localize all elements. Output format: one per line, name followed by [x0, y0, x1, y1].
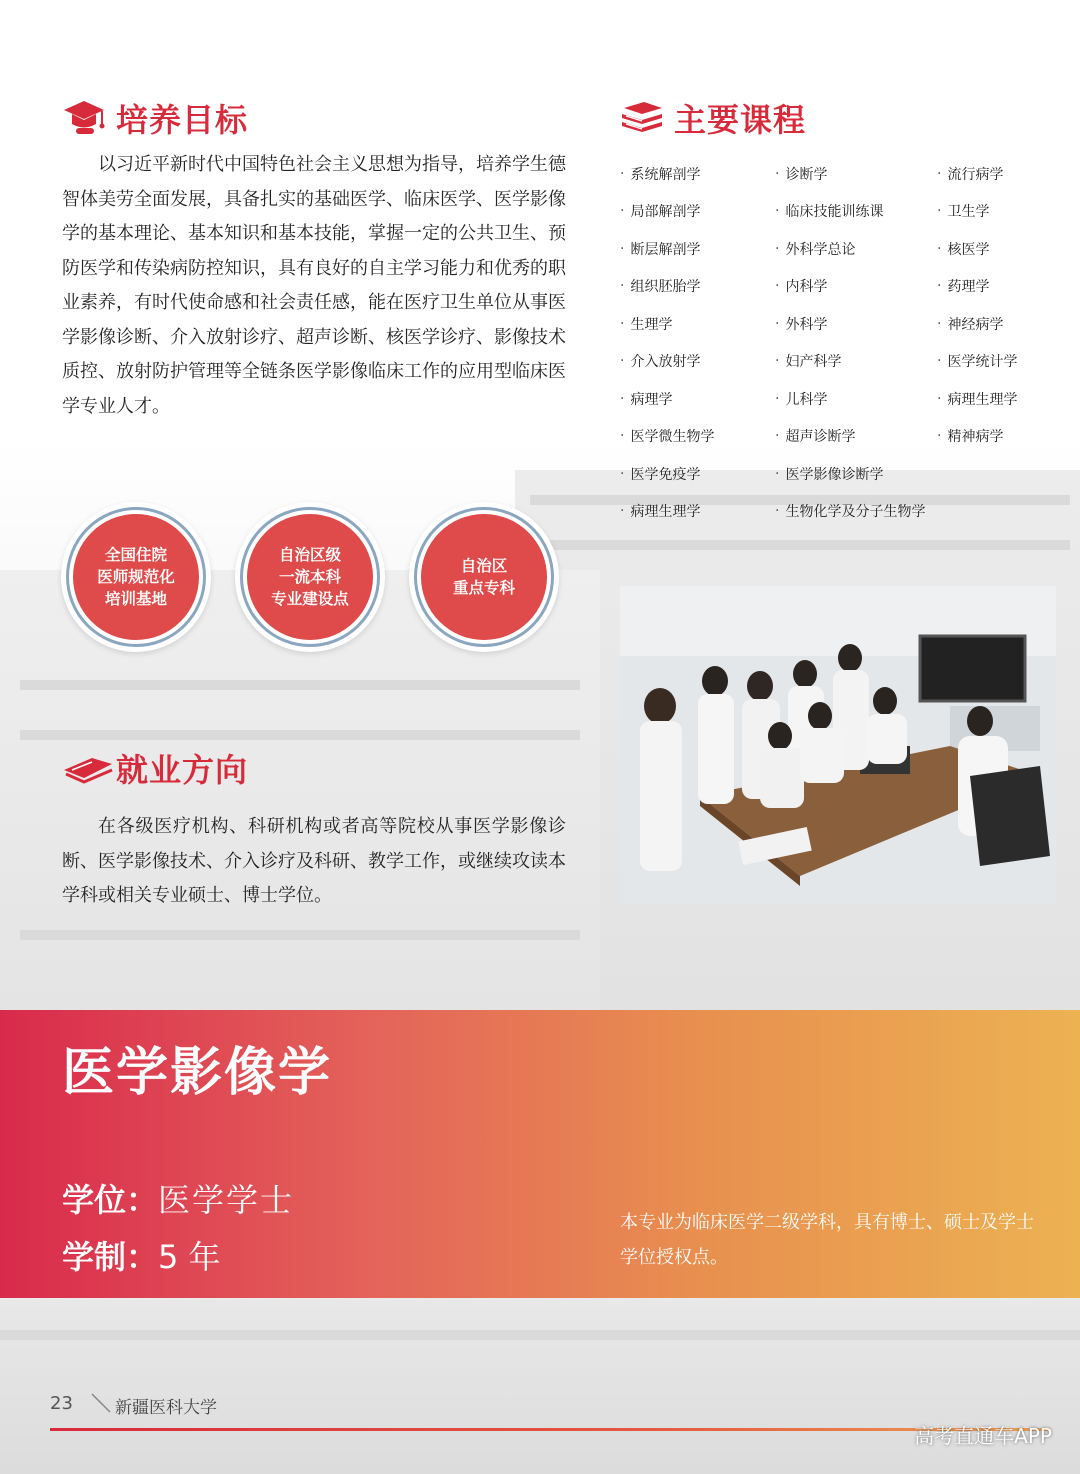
bullet-dot: ·	[620, 315, 625, 332]
course-label: 医学影像诊断学	[785, 466, 884, 483]
course-item	[620, 455, 775, 493]
course-item	[937, 493, 1057, 531]
course-label: 病理生理学	[947, 391, 1018, 408]
career-title: 就业方向	[116, 751, 249, 789]
course-label: 妇产科学	[785, 354, 842, 371]
course-label: 病理学	[630, 391, 673, 408]
course-item	[620, 493, 775, 531]
course-item	[620, 343, 775, 381]
course-label: 生物化学及分子生物学	[785, 504, 926, 521]
course-item	[775, 380, 937, 418]
bullet-dot: ·	[775, 203, 780, 220]
course-item	[937, 418, 1057, 456]
bullet-dot: ·	[775, 503, 780, 520]
badge-training-base	[61, 502, 211, 652]
major-note: 本专业为临床医学二级学科，具有博士、硕士及学士学位授权点。	[620, 1212, 1034, 1268]
training-text: 以习近平新时代中国特色社会主义思想为指导，培养学生德智体美劳全面发展，具备扎实的基础医学、临床医学、医学影像学的基本理论、基本知识和基本技能，掌握一定的公共卫生、预防医学和传染病防控知识，具有良好的自主学习能力和优秀的职业素养，有时代使命感和社会责任感，能在医疗卫生单位从事医学影像诊断、介入放射诊疗、超声诊断、核医学诊疗、影像技术质控、放射防护管理等全链条医学影像临床工作的应用型临床医学专业人才。	[62, 154, 566, 417]
course-item	[937, 343, 1057, 381]
degree-line	[62, 1175, 294, 1221]
course-label: 儿科学	[785, 391, 828, 408]
bullet-dot: ·	[620, 240, 625, 257]
badge-line: 自治区级	[278, 546, 341, 564]
course-label: 局部解剖学	[630, 204, 701, 221]
bullet-dot: ·	[775, 465, 780, 482]
courses-header	[620, 95, 806, 141]
course-item	[937, 230, 1057, 268]
course-item	[775, 455, 937, 493]
graduation-cap-icon	[62, 98, 106, 138]
badge-line: 培训基地	[104, 590, 167, 608]
bullet-dot: ·	[937, 390, 942, 407]
course-item	[775, 418, 937, 456]
course-label: 核医学	[947, 241, 990, 258]
watermark: 高考直通车APP	[914, 1424, 1052, 1448]
badge-first-class-major	[235, 502, 385, 652]
course-item	[775, 493, 937, 531]
degree-value: 医学学士	[158, 1181, 295, 1219]
bullet-dot: ·	[620, 203, 625, 220]
training-header	[62, 95, 248, 141]
course-item	[620, 305, 775, 343]
course-item	[775, 343, 937, 381]
books-stack-icon	[620, 98, 664, 138]
bullet-dot: ·	[620, 165, 625, 182]
badge-key-specialty	[409, 502, 559, 652]
building-window-row	[530, 540, 1070, 550]
course-list	[620, 155, 1060, 530]
book-icon	[62, 748, 106, 788]
training-title: 培养目标	[116, 101, 249, 139]
course-label: 流行病学	[947, 166, 1004, 183]
course-item	[620, 418, 775, 456]
course-label: 超声诊断学	[785, 429, 856, 446]
course-item	[775, 155, 937, 193]
bullet-dot: ·	[775, 278, 780, 295]
building-window-row	[20, 730, 580, 740]
course-label: 神经病学	[947, 316, 1004, 333]
duration-label: 学制：	[62, 1238, 159, 1276]
bullet-dot: ·	[937, 240, 942, 257]
course-label: 药理学	[947, 279, 990, 296]
bullet-dot: ·	[775, 428, 780, 445]
classroom-photo	[620, 586, 1056, 904]
career-header	[62, 745, 248, 791]
page-number: 23	[50, 1393, 73, 1414]
bullet-dot: ·	[620, 465, 625, 482]
bullet-dot: ·	[937, 428, 942, 445]
building-window-row	[0, 1330, 1080, 1340]
bullet-dot: ·	[620, 428, 625, 445]
course-item	[620, 268, 775, 306]
course-label: 医学统计学	[947, 354, 1018, 371]
footer-rule	[50, 1428, 1050, 1431]
bullet-dot: ·	[620, 278, 625, 295]
bullet-dot: ·	[937, 165, 942, 182]
course-item	[775, 193, 937, 231]
course-item	[775, 230, 937, 268]
course-item	[937, 268, 1057, 306]
bullet-dot: ·	[775, 390, 780, 407]
course-item	[937, 455, 1057, 493]
bullet-dot: ·	[937, 353, 942, 370]
course-label: 介入放射学	[630, 354, 701, 371]
bullet-dot: ·	[775, 165, 780, 182]
building-window-row	[20, 930, 580, 940]
duration-value: 5 年	[158, 1238, 221, 1276]
course-item	[937, 305, 1057, 343]
career-text: 在各级医疗机构、科研机构或者高等院校从事医学影像诊断、医学影像技术、介入诊疗及科研、教学工作，或继续攻读本学科或相关专业硕士、博士学位。	[62, 816, 566, 906]
course-label: 外科学总论	[785, 241, 856, 258]
course-label: 卫生学	[947, 204, 990, 221]
course-label: 外科学	[785, 316, 828, 333]
course-label: 内科学	[785, 279, 828, 296]
badge-line: 自治区	[460, 557, 508, 575]
course-item	[620, 380, 775, 418]
bullet-dot: ·	[937, 315, 942, 332]
badge-line: 全国住院	[104, 546, 167, 564]
course-label: 断层解剖学	[630, 241, 701, 258]
course-item	[620, 230, 775, 268]
course-item	[620, 193, 775, 231]
degree-label: 学位：	[62, 1181, 159, 1219]
course-label: 诊断学	[785, 166, 828, 183]
badge-line: 医师规范化	[97, 568, 175, 586]
bullet-dot: ·	[937, 203, 942, 220]
courses-title: 主要课程	[674, 101, 807, 139]
course-item	[937, 193, 1057, 231]
duration-line	[62, 1232, 221, 1278]
course-label: 组织胚胎学	[630, 279, 701, 296]
course-item	[775, 268, 937, 306]
course-label: 医学微生物学	[630, 429, 715, 446]
bullet-dot: ·	[775, 240, 780, 257]
badge-line: 重点专科	[452, 579, 515, 597]
school-name: 新疆医科大学	[115, 1398, 217, 1418]
badge-line: 一流本科	[278, 568, 341, 586]
building-window-row	[20, 680, 580, 690]
course-label: 精神病学	[947, 429, 1004, 446]
course-item	[775, 305, 937, 343]
separator-slash	[90, 1392, 112, 1414]
course-label: 生理学	[630, 316, 673, 333]
badge-line: 专业建设点	[271, 590, 349, 608]
course-label: 临床技能训练课	[785, 204, 884, 221]
bullet-dot: ·	[775, 353, 780, 370]
course-item	[620, 155, 775, 193]
course-item	[937, 155, 1057, 193]
course-item	[937, 380, 1057, 418]
course-label: 系统解剖学	[630, 166, 701, 183]
course-label: 病理生理学	[630, 504, 701, 521]
course-label: 医学免疫学	[630, 466, 701, 483]
major-name: 医学影像学	[62, 1043, 333, 1103]
bullet-dot: ·	[775, 315, 780, 332]
bullet-dot: ·	[937, 278, 942, 295]
bullet-dot: ·	[620, 353, 625, 370]
bullet-dot: ·	[620, 503, 625, 520]
bullet-dot: ·	[620, 390, 625, 407]
